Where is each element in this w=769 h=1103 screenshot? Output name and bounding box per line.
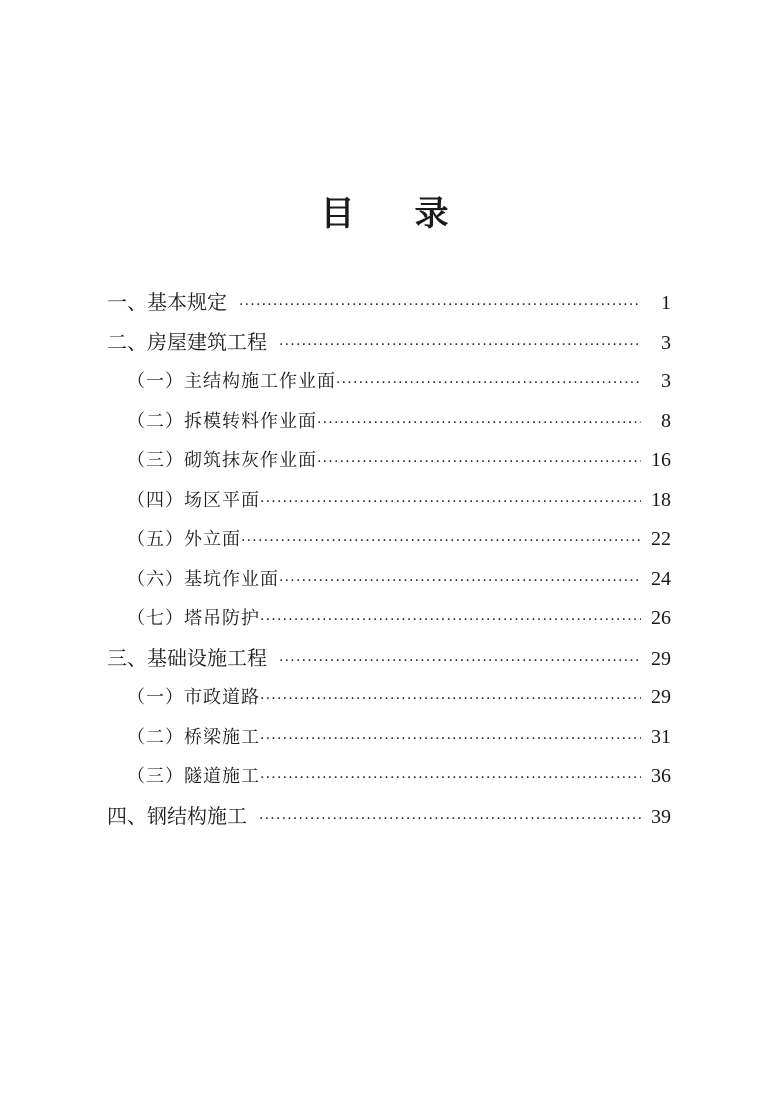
toc-section-entry[interactable] [107,797,671,837]
toc-page-number: 26 [651,607,671,629]
toc-leader-dots [260,680,641,718]
toc-page-number: 16 [651,449,671,471]
toc-section-entry[interactable] [107,323,671,363]
toc-page-number: 8 [661,409,671,432]
toc-entry-label: （一）主结构施工作业面 [127,371,336,392]
toc-subsection-entry[interactable] [107,362,671,402]
toc-page-number: 36 [651,765,671,787]
toc-entry-label: （四）场区平面 [127,489,260,511]
page-title [0,193,769,235]
toc-entry-label: （一）市政道路 [127,687,260,708]
toc-leader-dots [260,759,641,797]
page-title-char-1: 目 [320,194,355,234]
toc-leader-dots [260,483,641,521]
toc-subsection-entry[interactable] [107,402,671,442]
toc-entry-label: 四、钢结构施工 [107,803,247,828]
toc-entry-label: 三、基础设施工程 [107,645,267,670]
toc-subsection-entry[interactable] [107,560,671,600]
toc-leader-dots [259,800,641,837]
toc-section-entry[interactable] [107,639,671,679]
toc-subsection-entry[interactable] [107,718,671,758]
toc-subsection-entry[interactable] [107,520,671,560]
toc-entry-label: （六）基坑作业面 [127,568,279,590]
toc-entry-label: （七）塔吊防护 [127,608,260,629]
toc-leader-dots [260,601,641,639]
toc-leader-dots [260,720,641,758]
toc-entry-label: 一、基本规定 [107,290,227,314]
toc-entry-label: （三）砌筑抹灰作业面 [127,450,317,471]
toc-page-number: 29 [651,647,671,670]
toc-entry-label: （二）桥梁施工 [127,726,260,748]
toc-section-entry[interactable] [107,283,671,323]
toc-subsection-entry[interactable] [107,441,671,481]
toc-subsection-entry[interactable] [107,678,671,718]
toc-leader-dots [279,562,641,600]
toc-subsection-entry[interactable] [107,757,671,797]
toc-leader-dots [241,522,641,560]
toc-page-number: 3 [661,370,671,392]
toc-page-number: 39 [651,805,671,828]
toc-page-number: 18 [651,488,671,511]
page-title-char-2: 录 [414,194,449,234]
toc-leader-dots [279,326,641,363]
toc-leader-dots [317,443,641,481]
toc-entry-label: （二）拆模转料作业面 [127,410,317,432]
toc-leader-dots [317,404,641,442]
toc-entry-label: （三）隧道施工 [127,766,260,787]
toc-leader-dots [239,286,641,323]
toc-subsection-entry[interactable] [107,481,671,521]
toc-page-number: 22 [651,528,671,550]
toc-entry-label: （五）外立面 [127,529,241,550]
toc-subsection-entry[interactable] [107,599,671,639]
toc-leader-dots [279,642,641,679]
toc-page-number: 1 [661,292,671,314]
table-of-contents [107,283,671,836]
toc-page-number: 3 [661,331,671,354]
toc-entry-label: 二、房屋建筑工程 [107,329,267,354]
toc-page-number: 29 [651,686,671,708]
toc-page-number: 24 [651,567,671,590]
toc-leader-dots [336,364,641,402]
toc-page-number: 31 [651,725,671,748]
